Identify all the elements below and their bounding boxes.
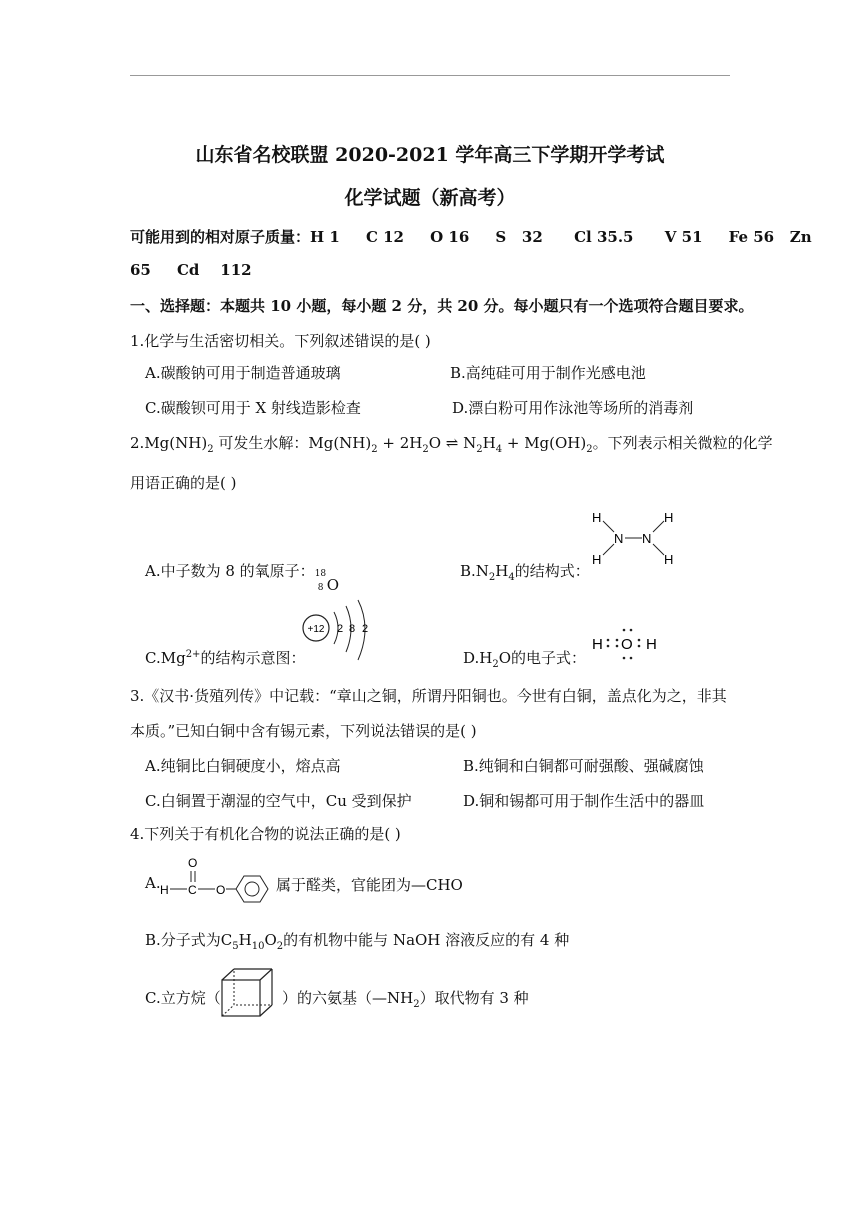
header-rule [130,75,730,76]
q4-option-c-end: ）取代物有 3 种 [419,989,529,1007]
q1-stem: 1.化学与生活密切相关。下列叙述错误的是( ) [130,332,431,350]
nucleus-charge-label: +12 [307,624,325,635]
exam-subtitle: 化学试题（新高考） [344,187,516,209]
q3-option-b: B.纯铜和白铜都可耐强酸、强碱腐蚀 [463,757,704,775]
q2-option-a-text: A.中子数为 8 的氧原子： [145,562,315,580]
q3-stem-line1: 3.《汉书·货殖列传》中记载：“章山之铜，所谓丹阳铜也。今世有白铜，盖点化为之，非其 [130,687,727,705]
q2-option-b-text: 的结构式： [514,562,590,580]
shell-1-count: 2 [336,623,344,635]
q2-stem-mid: 可发生水解： [218,434,309,452]
svg-text:H: H [664,510,674,525]
q4-option-b-text: 的有机物中能与 NaOH 溶液反应的有 4 种 [283,931,570,949]
q3-stem-line2: 本质。”已知白铜中含有锡元素，下列说法错误的是( ) [130,722,477,740]
svg-text:N: N [614,531,624,546]
svg-text:H: H [160,883,169,897]
q2-option-d-letter: D. [463,649,480,667]
q4-option-a-prefix: A. [145,874,161,892]
q2-stem [130,432,773,455]
atomic-mass-label: 可能用到的相对原子质量： [130,228,311,246]
q1-option-a: A.碳酸钠可用于制造普通玻璃 [145,364,341,382]
svg-text:H: H [664,552,674,567]
q1-option-d: D.漂白粉可用作泳池等场所的消毒剂 [452,399,694,417]
q2-number: 2. [130,434,145,452]
svg-text:H: H [592,552,602,567]
mg-ion-structure-diagram [300,598,380,668]
shell-3-count: 2 [361,623,369,635]
q4-option-b [145,929,569,952]
atomic-mass-line2: 65 Cd 112 [130,261,252,279]
q1-option-b: B.高纯硅可用于制作光感电池 [450,364,646,382]
q2-stem-suffix: 。下列表示相关微粒的化学 [592,434,773,452]
q4-option-b-prefix: B.分子式为 [145,931,221,949]
svg-text:N: N [642,531,652,546]
q2-stem-line2: 用语正确的是( ) [130,474,237,492]
q3-option-c: C.白铜置于潮湿的空气中，Cu 受到保护 [145,792,412,810]
atomic-mass-values: H 1 C 12 O 16 S 32 Cl 35.5 V 51 Fe 56 Zn [310,228,812,246]
q2-option-d [463,647,586,670]
q1-option-c: C.碳酸钡可用于 X 射线造影检查 [145,399,361,417]
q4-option-c-text: ）的六氨基$(—NH_2)$取代物有 3 种 [282,989,529,1010]
q4-option-a-text: 属于醛类，官能团为—CHO [276,876,463,894]
q4-option-c-mid: ）的六氨基（—NH [282,989,414,1007]
cubane-structure [218,966,278,1020]
n2h4-formula: $N_2H_4$ [475,562,515,583]
q4-option-c-prefix: C.立方烷（ [145,989,221,1007]
shell-2-count: 8 [348,623,356,635]
q2-equation: $Mg(NH)_2 + 2H_2O$ ⇌ $N_2H_4 + Mg(OH)_2$ [308,434,593,455]
q2-option-a: A.中子数为 8 的氧原子： 18 8 O [145,562,339,594]
q3-option-a: A.纯铜比白铜硬度小，熔点高 [145,757,341,775]
exam-title: 山东省名校联盟 2020-2021 学年高三下学期开学考试 [195,144,665,166]
q2-option-c-text: 的结构示意图： [200,649,306,667]
phenyl-formate-structure [158,852,278,910]
hydrazine-structure [590,505,690,570]
svg-text:O: O [621,636,633,653]
atomic-mass-line [130,226,812,247]
svg-text:O: O [188,856,198,870]
svg-text:H: H [592,510,602,525]
q2-option-d-text: 的电子式： [511,649,587,667]
q2-option-b [460,560,590,583]
h2o-formula: $H_2O$ [479,649,512,670]
q3-option-d: D.铜和锡都可用于制作生活中的器皿 [463,792,705,810]
c5h10o2-formula: $C_5H_{10}O_2$ [220,931,284,952]
section-heading: 一、选择题：本题共 10 小题，每小题 2 分，共 20 分。每小题只有一个选项符合题目要求。 [130,297,754,315]
q2-formula-mgnh2: $Mg(NH)_2$ [144,434,214,455]
svg-text:H: H [592,636,603,653]
water-electron-dot-formula [590,626,665,664]
q2-option-c-letter: C. [145,649,161,667]
q2-option-c [145,647,305,668]
q2-option-b-letter: B. [460,562,476,580]
q4-stem: 4.下列关于有机化合物的说法正确的是( ) [130,825,401,843]
svg-text:H: H [646,636,657,653]
svg-text:C: C [188,883,197,897]
mg2plus-formula: $Mg^{2+}$ [160,649,201,667]
svg-text:O: O [216,883,226,897]
